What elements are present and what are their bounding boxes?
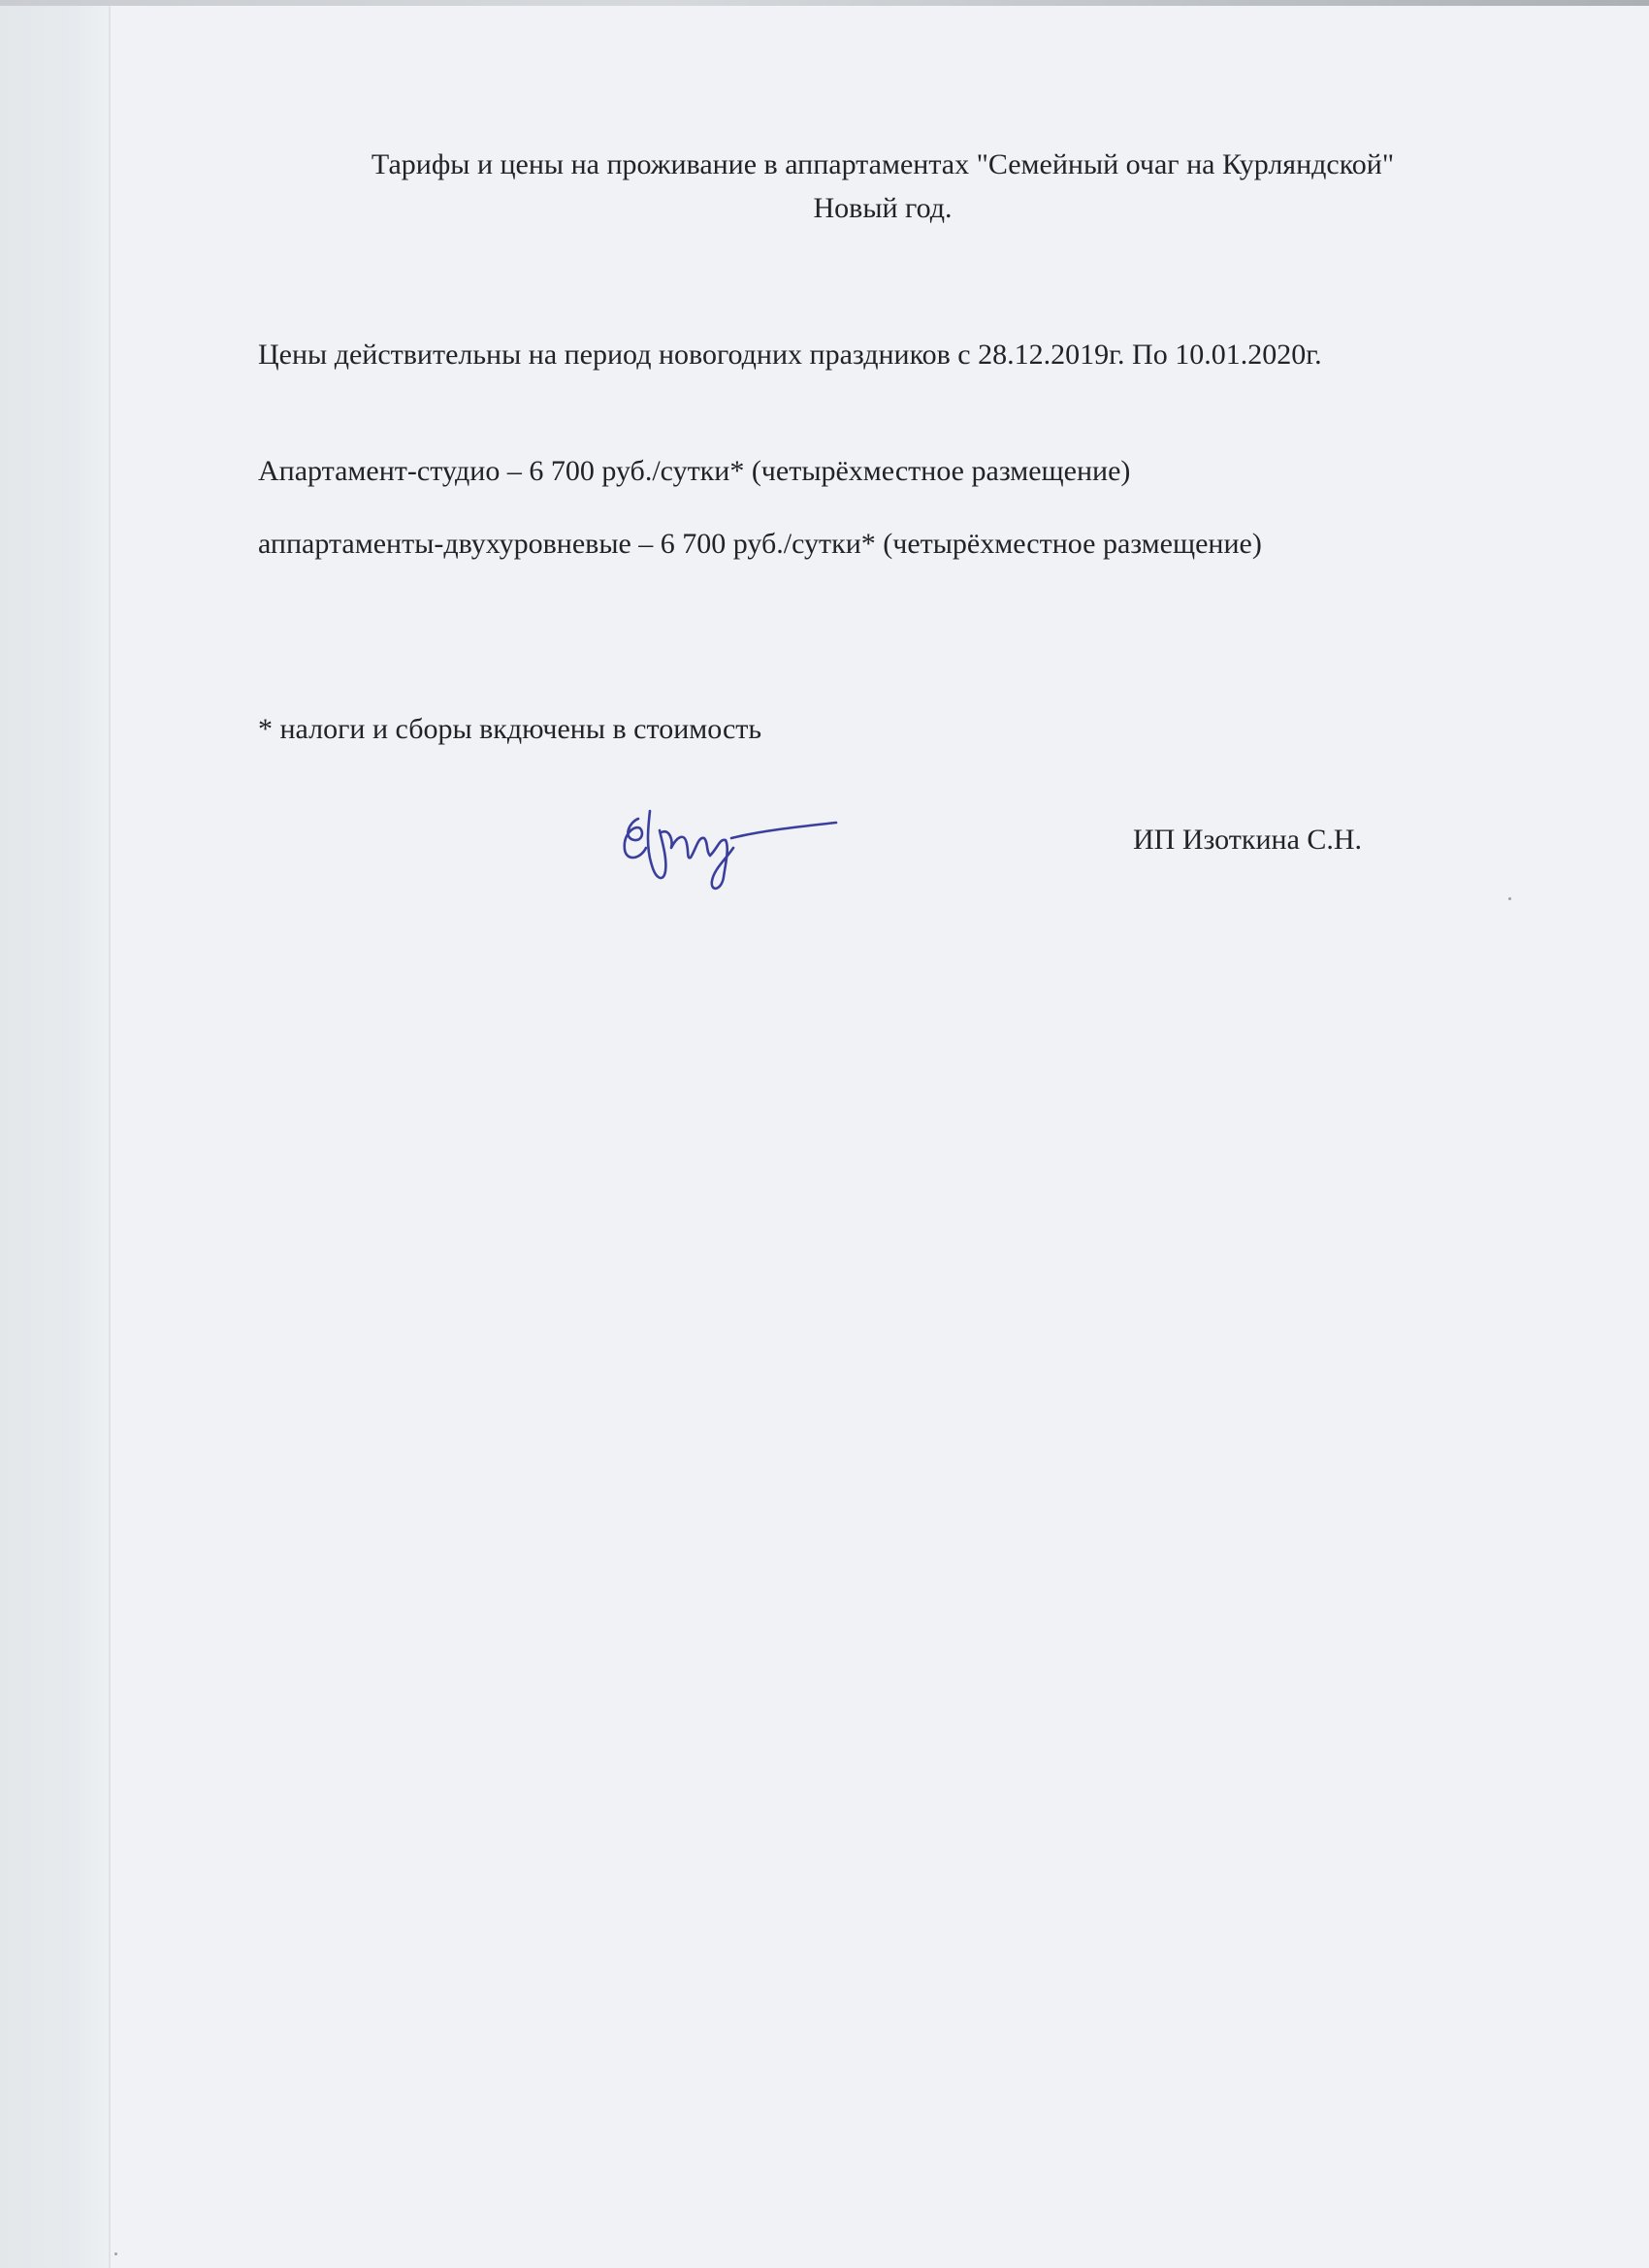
scan-speck [1508, 897, 1511, 900]
rate-duplex: аппартаменты-двухуровневые – 6 700 руб./сутки* (четырёхместное размещение) [258, 528, 1262, 560]
document-subtitle: Новый год. [813, 192, 953, 224]
scan-speck [114, 2252, 117, 2255]
signer-name: ИП Изоткина С.Н. [1133, 824, 1363, 856]
document-title: Тарифы и цены на проживание в аппартаментах "Семейный очаг на Курляндской" [371, 148, 1395, 180]
tax-footnote: * налоги и сборы вкдючены в стоимость [258, 713, 762, 745]
handwritten-signature [617, 790, 840, 898]
rate-studio: Апартамент-студио – 6 700 руб./сутки* (четырёхместное размещение) [258, 455, 1131, 487]
scan-left-margin [0, 0, 109, 2268]
validity-period: Цены действительны на период новогодних праздников с 28.12.2019г. По 10.01.2020г. [258, 339, 1322, 371]
